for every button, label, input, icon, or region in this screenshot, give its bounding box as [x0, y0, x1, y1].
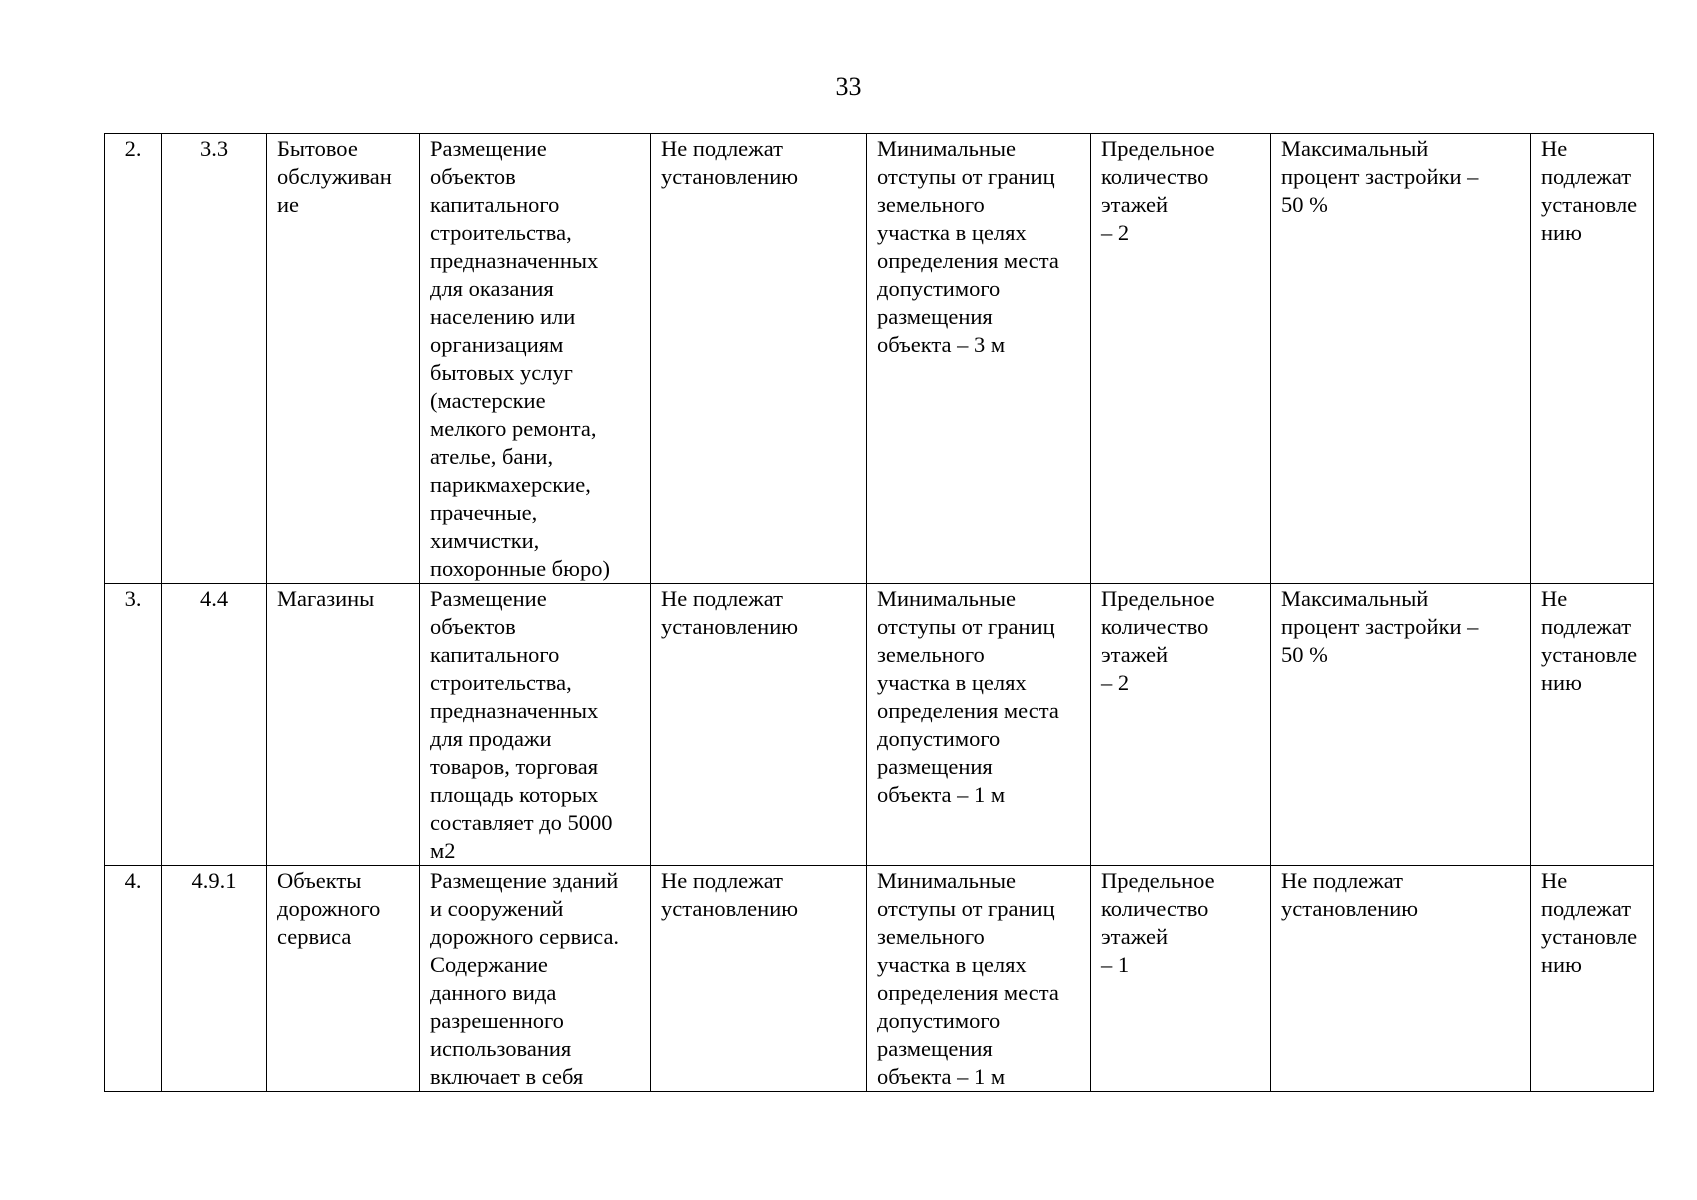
use-code-cell: 3.3: [162, 134, 267, 584]
table-row: [105, 866, 1654, 1092]
coverage-cell: Не подлежат установлению: [1271, 866, 1531, 1092]
use-description-cell: Размещение объектов капитального строительства, предназначенных для оказания населению или организациям бытовых услуг (мастерские мелкого ремонта, ателье, бани, парикмахерские, прачечные, химчистки, похоронные бюро): [420, 134, 651, 584]
other-params-cell: Не подлежат установле нию: [1531, 134, 1654, 584]
plot-size-cell: Не подлежат установлению: [651, 866, 867, 1092]
row-number-cell: 4.: [105, 866, 162, 1092]
floors-cell: Предельное количество этажей – 2: [1091, 584, 1271, 866]
use-code-cell: 4.9.1: [162, 866, 267, 1092]
other-params-cell: Не подлежат установле нию: [1531, 866, 1654, 1092]
setbacks-cell: Минимальные отступы от границ земельного участка в целях определения места допустимого размещения объекта – 3 м: [867, 134, 1091, 584]
page-number: 33: [835, 72, 862, 101]
setbacks-cell: Минимальные отступы от границ земельного участка в целях определения места допустимого размещения объекта – 1 м: [867, 866, 1091, 1092]
coverage-cell: Максимальный процент застройки – 50 %: [1271, 134, 1531, 584]
use-name-cell: Магазины: [267, 584, 420, 866]
use-name-cell: Объекты дорожного сервиса: [267, 866, 420, 1092]
row-number-cell: 3.: [105, 584, 162, 866]
use-description-cell: Размещение зданий и сооружений дорожного сервиса. Содержание данного вида разрешенного использования включает в себя: [420, 866, 651, 1092]
table-row: [105, 134, 1654, 584]
use-description-cell: Размещение объектов капитального строительства, предназначенных для продажи товаров, торговая площадь которых составляет до 5000 м2: [420, 584, 651, 866]
use-code-cell: 4.4: [162, 584, 267, 866]
coverage-cell: Максимальный процент застройки – 50 %: [1271, 584, 1531, 866]
table-row: [105, 584, 1654, 866]
use-name-cell: Бытовое обслуживан ие: [267, 134, 420, 584]
plot-size-cell: Не подлежат установлению: [651, 584, 867, 866]
floors-cell: Предельное количество этажей – 1: [1091, 866, 1271, 1092]
setbacks-cell: Минимальные отступы от границ земельного участка в целях определения места допустимого размещения объекта – 1 м: [867, 584, 1091, 866]
land-use-regulations-table: [104, 133, 1654, 1092]
row-number-cell: 2.: [105, 134, 162, 584]
other-params-cell: Не подлежат установле нию: [1531, 584, 1654, 866]
floors-cell: Предельное количество этажей – 2: [1091, 134, 1271, 584]
plot-size-cell: Не подлежат установлению: [651, 134, 867, 584]
